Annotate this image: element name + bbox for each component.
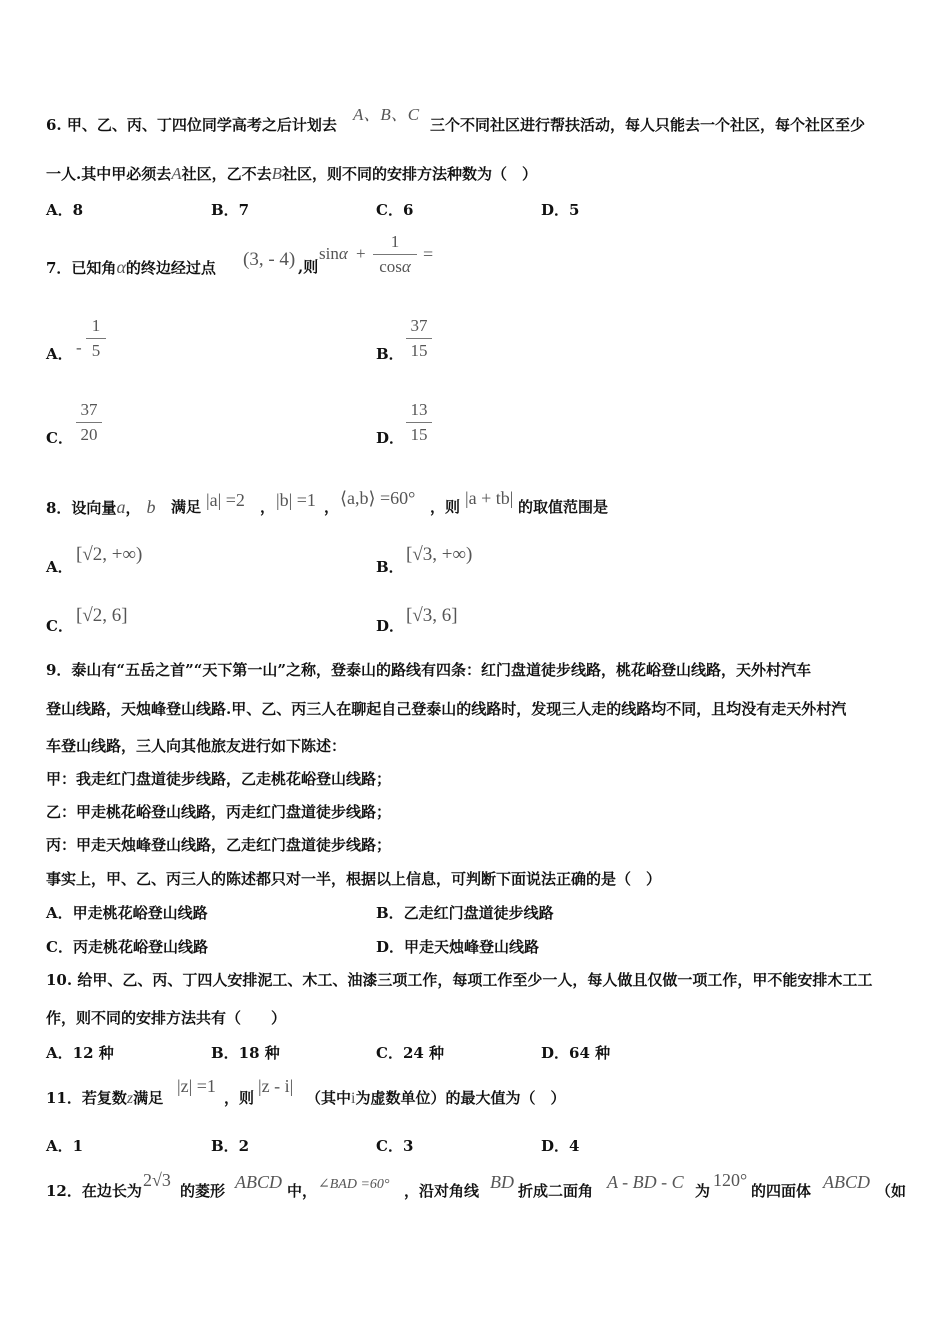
q8-then: ，则 — [430, 498, 461, 516]
q8-option-d-value: [√3, 6] — [406, 605, 458, 626]
q9-statement-bing: 丙：甲走天烛峰登山线路，乙走红门盘道徒步线路； — [46, 836, 392, 854]
q7-fraction: 1 cosα — [373, 232, 417, 277]
q8-option-d[interactable]: D． — [376, 617, 405, 635]
q7-option-a-sign: - — [76, 338, 82, 357]
q8-option-a-value: [√2, +∞) — [76, 544, 143, 565]
q7-point: (3, - 4) — [243, 249, 296, 270]
q6-community-labels: A、B、C — [353, 105, 420, 124]
q9-line1: 9．泰山有“五岳之首”“天下第一山”之称，登泰山的路线有四条：红门盘道徒步线路，桃花峪登山线路，天外村汽车 — [46, 661, 811, 679]
q7-option-d-value: 13 15 — [406, 400, 432, 445]
q9-question: 事实上，甲、乙、丙三人的陈述都只对一半，根据以上信息，可判断下面说法正确的是（ ） — [46, 870, 662, 888]
q8-satisfy: 满足 — [171, 498, 202, 516]
q11-then: ，则 — [224, 1089, 255, 1107]
q12-dihedral: A - BD - C — [607, 1172, 684, 1192]
q9-option-c[interactable]: C．丙走桃花峪登山线路 — [46, 938, 208, 956]
q9-statement-jia: 甲：我走红门盘道徒步线路，乙走桃花峪登山线路； — [46, 770, 392, 788]
q9-line2: 登山线路，天烛峰登山线路.甲、乙、丙三人在聊起自己登泰山的线路时，发现三人走的线路均不同，且均没有走天外村汽 — [46, 700, 847, 718]
q12-rhombus: 的菱形 — [180, 1182, 226, 1200]
q11-line: 11．若复数z满足 — [46, 1089, 164, 1107]
q7-option-d[interactable]: D． — [376, 429, 405, 447]
q8-cond-b: |b| =1 — [276, 490, 316, 510]
q6-option-d[interactable]: D．5 — [541, 201, 580, 219]
q10-option-d[interactable]: D．64 种 — [541, 1044, 611, 1062]
q11-option-d[interactable]: D．4 — [541, 1137, 580, 1155]
q7-then: ,则 — [298, 258, 319, 276]
q11-option-a[interactable]: A．1 — [46, 1137, 84, 1155]
q12-angle: ∠BAD =60° — [318, 1177, 390, 1192]
q12-diagonal: ，沿对角线 — [404, 1182, 480, 1200]
q10-option-b[interactable]: B．18 种 — [211, 1044, 280, 1062]
q7-option-a[interactable]: A． — [46, 345, 73, 363]
q7-equals: = — [423, 244, 434, 264]
q10-line2: 作，则不同的安排方法共有（ ） — [46, 1009, 287, 1027]
q12-is: 为 — [695, 1182, 711, 1200]
q6-line1-cont: 三个不同社区进行帮扶活动，每人只能去一个社区，每个社区至少 — [430, 116, 866, 134]
q8-comma2: ， — [324, 498, 340, 516]
q9-option-b[interactable]: B．乙走红门盘道徒步线路 — [376, 904, 554, 922]
q6-option-b[interactable]: B．7 — [211, 201, 250, 219]
q12-tetrahedron: 的四面体 — [751, 1182, 812, 1200]
q7-sin-term: sinα + — [319, 244, 366, 263]
q9-option-a[interactable]: A．甲走桃花峪登山线路 — [46, 904, 208, 922]
q12-continued: （如 — [876, 1182, 907, 1200]
q8-option-c[interactable]: C． — [46, 617, 73, 635]
q8-expression: |a + tb| — [465, 488, 514, 508]
q6-line1: 6. 甲、乙、丙、丁四位同学高考之后计划去 — [46, 116, 337, 134]
q9-line3: 车登山线路，三人向其他旅友进行如下陈述： — [46, 737, 347, 755]
q12-abcd: ABCD — [235, 1172, 282, 1192]
q10-option-c[interactable]: C．24 种 — [376, 1044, 445, 1062]
q8-cond-a: |a| =2 — [206, 490, 245, 510]
q7-line: 7．已知角α的终边经过点 — [46, 257, 216, 277]
q11-option-c[interactable]: C．3 — [376, 1137, 414, 1155]
q8-line: 8．设向量a， b — [46, 497, 156, 517]
q9-statement-yi: 乙：甲走桃花峪登山线路，丙走红门盘道徒步线路； — [46, 803, 392, 821]
q9-option-d[interactable]: D．甲走天烛峰登山线路 — [376, 938, 540, 956]
q7-option-b[interactable]: B． — [376, 345, 404, 363]
q12-bd: BD — [490, 1172, 514, 1192]
q11-condition: |z| =1 — [177, 1076, 216, 1096]
q10-line1: 10. 给甲、乙、丙、丁四人安排泥工、木工、油漆三项工作，每项工作至少一人，每人做且仅做一项工作，甲不能安排木工工 — [46, 971, 873, 989]
q11-expression: |z - i| — [258, 1076, 294, 1096]
q8-range: 的取值范围是 — [518, 498, 609, 516]
q7-option-a-value: 1 5 — [86, 316, 106, 361]
q8-comma1: ， — [260, 498, 276, 516]
q8-option-b-value: [√3, +∞) — [406, 544, 473, 565]
q12-in: 中， — [287, 1182, 318, 1200]
q10-option-a[interactable]: A．12 种 — [46, 1044, 114, 1062]
q8-cond-angle: ⟨a,b⟩ =60° — [340, 488, 416, 508]
q11-note: （其中i为虚数单位）的最大值为（ ） — [306, 1089, 566, 1107]
q12-abcd-2: ABCD — [823, 1172, 870, 1192]
q7-option-c[interactable]: C． — [46, 429, 73, 447]
q12-intro: 12．在边长为 — [46, 1182, 142, 1200]
q12-side-length: 2√3 — [143, 1170, 171, 1190]
q12-fold: 折成二面角 — [518, 1182, 594, 1200]
q11-option-b[interactable]: B．2 — [211, 1137, 250, 1155]
q8-option-c-value: [√2, 6] — [76, 605, 128, 626]
q6-line2: 一人.其中甲必须去A社区，乙不去B社区，则不同的安排方法种数为（ ） — [46, 164, 538, 183]
q6-option-c[interactable]: C．6 — [376, 201, 414, 219]
q8-option-a[interactable]: A． — [46, 558, 73, 576]
q7-option-c-value: 37 20 — [76, 400, 102, 445]
q7-option-b-value: 37 15 — [406, 316, 432, 361]
q12-degree: 120° — [713, 1170, 748, 1190]
q8-option-b[interactable]: B． — [376, 558, 404, 576]
q6-option-a[interactable]: A．8 — [46, 201, 84, 219]
